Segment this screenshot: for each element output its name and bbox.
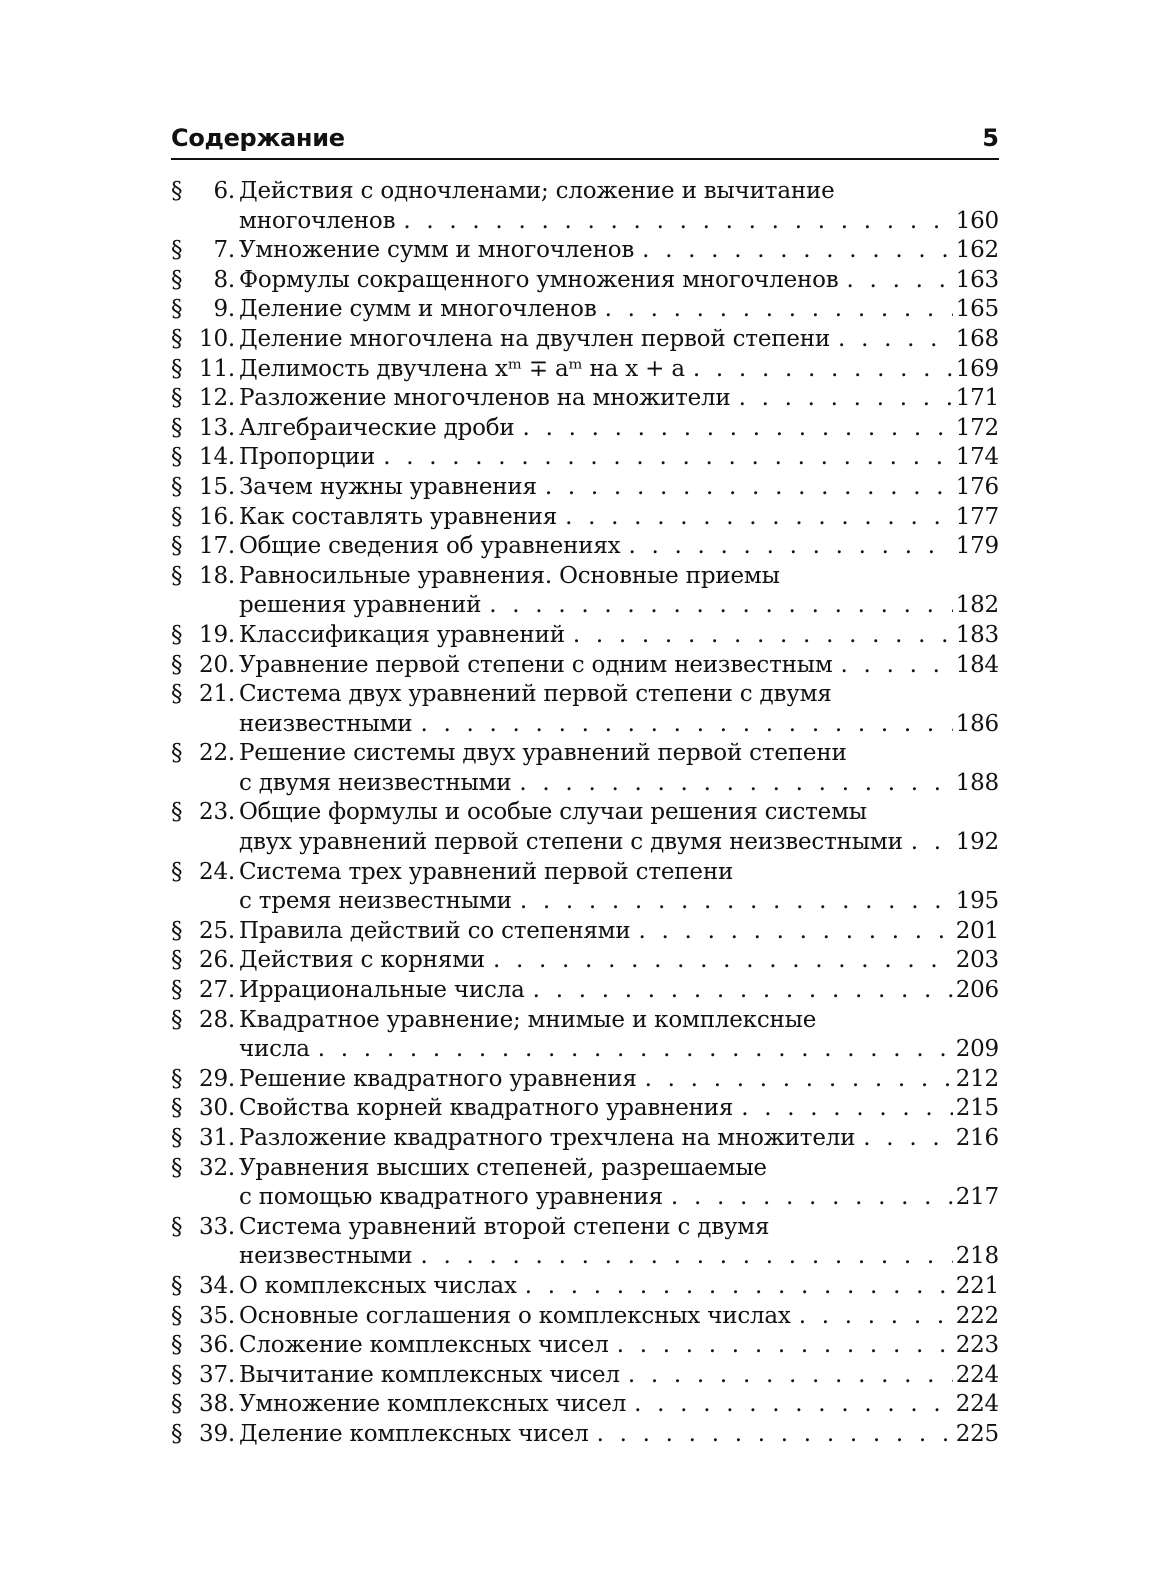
entry-title: Разложение многочленов на множители — [239, 385, 731, 412]
section-symbol: § — [171, 1006, 183, 1033]
section-index: 25. — [199, 917, 235, 944]
dot-leader — [537, 473, 953, 503]
section-symbol: § — [171, 977, 183, 1004]
toc-entry — [171, 295, 999, 325]
section-symbol: § — [171, 503, 183, 530]
entry-title: неизвестными — [239, 710, 413, 737]
entry-title: с двумя неизвестными — [239, 769, 512, 796]
entry-title: Система трех уравнений первой степени — [239, 858, 734, 885]
toc-entry-continuation — [171, 710, 999, 740]
section-index: 7. — [213, 237, 235, 264]
entry-page-number: 174 — [955, 444, 999, 471]
entry-title: Общие формулы и особые случаи решения системы — [239, 799, 867, 826]
toc-entry-continuation — [171, 828, 999, 858]
entry-title: Сложение комплексных чисел — [239, 1332, 609, 1359]
toc-entry — [171, 1420, 999, 1450]
entry-page-number: 165 — [955, 296, 999, 323]
section-index: 9. — [213, 296, 235, 323]
section-symbol: § — [171, 178, 183, 204]
entry-title: Иррациональные числа — [239, 977, 525, 1004]
section-symbol: § — [171, 1125, 183, 1151]
toc-entry — [171, 680, 999, 710]
section-symbol: § — [171, 385, 183, 412]
entry-page-number: 183 — [955, 621, 999, 648]
entry-title: Деление сумм и многочленов — [239, 296, 597, 323]
section-symbol: § — [171, 917, 183, 944]
section-symbol: § — [171, 1154, 183, 1181]
entry-page-number: 188 — [955, 769, 999, 796]
entry-title: Деление комплексных чисел — [239, 1420, 589, 1447]
entry-page-number: 217 — [955, 1184, 999, 1211]
entry-page-number: 216 — [955, 1125, 999, 1151]
toc-entry — [171, 1272, 999, 1302]
section-index: 28. — [199, 1006, 235, 1033]
entry-page-number: 179 — [955, 533, 999, 560]
dot-leader — [634, 236, 953, 266]
dot-leader — [609, 1331, 953, 1361]
entry-page-number: 221 — [955, 1272, 999, 1299]
section-index: 26. — [199, 947, 235, 974]
toc-entry — [171, 1213, 999, 1243]
toc-entry — [171, 1390, 999, 1420]
entry-title: Формулы сокращенного умножения многочленов — [239, 266, 839, 293]
section-symbol: § — [171, 355, 183, 382]
entry-page-number: 192 — [955, 829, 999, 856]
toc-entry — [171, 739, 999, 769]
section-symbol: § — [171, 473, 183, 500]
entry-title: с тремя неизвестными — [239, 888, 512, 915]
dot-leader — [512, 887, 953, 917]
section-symbol: § — [171, 533, 183, 560]
dot-leader — [481, 591, 953, 621]
dot-leader — [685, 355, 953, 385]
page-title: Содержание — [171, 124, 345, 152]
toc-entry — [171, 384, 999, 414]
toc-entry — [171, 1361, 999, 1391]
section-index: 35. — [199, 1302, 235, 1329]
section-index: 31. — [199, 1125, 235, 1151]
toc-entry — [171, 946, 999, 976]
section-symbol: § — [171, 799, 183, 826]
entry-page-number: 212 — [955, 1065, 999, 1092]
entry-page-number: 172 — [955, 414, 999, 441]
section-index: 17. — [199, 533, 235, 560]
entry-title: Вычитание комплексных чисел — [239, 1361, 620, 1388]
section-index: 20. — [199, 651, 235, 678]
toc-entry-continuation — [171, 1035, 999, 1065]
toc-entry — [171, 325, 999, 355]
section-index: 36. — [199, 1332, 235, 1359]
entry-page-number: 224 — [955, 1391, 999, 1418]
entry-page-number: 168 — [955, 325, 999, 352]
entry-title: Основные соглашения о комплексных числах — [239, 1302, 791, 1329]
section-symbol: § — [171, 266, 183, 293]
entry-title: Решение квадратного уравнения — [239, 1065, 637, 1092]
dot-leader — [830, 325, 953, 355]
entry-title: О комплексных числах — [239, 1272, 517, 1299]
entry-title: числа — [239, 1036, 310, 1063]
toc-entry — [171, 355, 999, 385]
toc-entry — [171, 1006, 999, 1036]
section-index: 34. — [199, 1272, 235, 1299]
entry-title: Умножение комплексных чисел — [239, 1391, 627, 1418]
section-index: 33. — [199, 1213, 235, 1240]
entry-title: Общие сведения об уравнениях — [239, 533, 621, 560]
dot-leader — [839, 266, 953, 296]
section-index: 14. — [199, 444, 235, 471]
entry-page-number: 222 — [955, 1302, 999, 1329]
entry-title: Разложение квадратного трехчлена на множители — [239, 1125, 856, 1151]
entry-title: неизвестными — [239, 1243, 413, 1270]
entry-title: Уравнение первой степени с одним неизвестным — [239, 651, 833, 678]
dot-leader — [412, 710, 953, 740]
dot-leader — [589, 1420, 953, 1450]
section-index: 38. — [199, 1391, 235, 1418]
section-index: 13. — [199, 414, 235, 441]
dot-leader — [631, 917, 954, 947]
section-index: 10. — [199, 325, 235, 352]
section-symbol: § — [171, 414, 183, 441]
toc-entry — [171, 1154, 999, 1184]
dot-leader — [565, 621, 953, 651]
dot-leader — [375, 443, 953, 473]
section-symbol: § — [171, 1361, 183, 1388]
entry-title: решения уравнений — [239, 592, 482, 619]
toc-entry — [171, 266, 999, 296]
entry-page-number: 223 — [955, 1332, 999, 1359]
toc-entry — [171, 532, 999, 562]
section-symbol: § — [171, 947, 183, 974]
section-symbol: § — [171, 681, 183, 708]
entry-page-number: 201 — [955, 917, 999, 944]
toc-entry-continuation — [171, 591, 999, 621]
entry-page-number: 160 — [955, 207, 999, 234]
entry-page-number: 186 — [955, 710, 999, 737]
toc-entry-continuation — [171, 207, 999, 237]
entry-page-number: 169 — [955, 355, 999, 382]
toc-entry — [171, 443, 999, 473]
dot-leader — [663, 1183, 953, 1213]
dot-leader — [525, 976, 953, 1006]
dot-leader — [626, 1390, 953, 1420]
toc-entry — [171, 414, 999, 444]
entry-page-number: 195 — [955, 888, 999, 915]
entry-page-number: 182 — [955, 592, 999, 619]
entry-title: Решение системы двух уравнений первой степени — [239, 740, 847, 767]
page-number: 5 — [982, 124, 999, 152]
entry-title: Правила действий со степенями — [239, 917, 631, 944]
section-symbol: § — [171, 562, 183, 589]
dot-leader — [395, 207, 953, 237]
section-index: 23. — [199, 799, 235, 826]
section-index: 8. — [213, 266, 235, 293]
entry-title: Зачем нужны уравнения — [239, 473, 537, 500]
dot-leader — [733, 1094, 953, 1124]
entry-title: Деление многочлена на двучлен первой степени — [239, 325, 831, 352]
entry-page-number: 203 — [955, 947, 999, 974]
section-index: 24. — [199, 858, 235, 885]
entry-title: многочленов — [239, 207, 396, 234]
section-index: 22. — [199, 740, 235, 767]
dot-leader — [517, 1272, 953, 1302]
section-index: 39. — [199, 1420, 235, 1447]
entry-title: Действия с корнями — [239, 947, 485, 974]
entry-title: Делимость двучлена xᵐ ∓ aᵐ на x + a — [239, 355, 685, 382]
toc-entry — [171, 1124, 999, 1154]
toc-entry — [171, 976, 999, 1006]
dot-leader — [597, 295, 953, 325]
section-index: 21. — [199, 681, 235, 708]
dot-leader — [903, 828, 953, 858]
section-index: 29. — [199, 1065, 235, 1092]
section-symbol: § — [171, 325, 183, 352]
entry-page-number: 171 — [955, 385, 999, 412]
dot-leader — [515, 414, 953, 444]
dot-leader — [620, 1361, 953, 1391]
section-index: 37. — [199, 1361, 235, 1388]
toc-entry — [171, 651, 999, 681]
section-symbol: § — [171, 1332, 183, 1359]
section-symbol: § — [171, 621, 183, 648]
entry-title: Умножение сумм и многочленов — [239, 237, 635, 264]
dot-leader — [637, 1065, 953, 1095]
entry-title: Пропорции — [239, 444, 376, 471]
toc-entry — [171, 621, 999, 651]
dot-leader — [511, 769, 953, 799]
entry-title: Система уравнений второй степени с двумя — [239, 1213, 770, 1240]
running-header — [171, 120, 999, 160]
entry-title: Алгебраические дроби — [239, 414, 515, 441]
toc-entry — [171, 562, 999, 592]
section-symbol: § — [171, 1420, 183, 1447]
section-index: 18. — [199, 562, 235, 589]
section-symbol: § — [171, 237, 183, 264]
entry-title: Как составлять уравнения — [239, 503, 558, 530]
dot-leader — [731, 384, 953, 414]
section-index: 19. — [199, 621, 235, 648]
section-symbol: § — [171, 1302, 183, 1329]
toc-entry — [171, 1094, 999, 1124]
toc-entry-continuation — [171, 887, 999, 917]
entry-title: Классификация уравнений — [239, 621, 565, 648]
entry-title: Свойства корней квадратного уравнения — [239, 1095, 734, 1122]
entry-page-number: 184 — [955, 651, 999, 678]
toc-entry — [171, 236, 999, 266]
section-index: 16. — [199, 503, 235, 530]
table-of-contents — [171, 177, 999, 1450]
entry-page-number: 206 — [955, 977, 999, 1004]
section-index: 15. — [199, 473, 235, 500]
toc-entry — [171, 1302, 999, 1332]
section-symbol: § — [171, 858, 183, 885]
dot-leader — [310, 1035, 953, 1065]
section-index: 12. — [199, 385, 235, 412]
section-symbol: § — [171, 1213, 183, 1240]
dot-leader — [485, 946, 953, 976]
dot-leader — [620, 532, 953, 562]
section-symbol: § — [171, 444, 183, 471]
entry-title: Уравнения высших степеней, разрешаемые — [239, 1154, 767, 1181]
toc-entry-continuation — [171, 1242, 999, 1272]
entry-title: с помощью квадратного уравнения — [239, 1184, 663, 1211]
toc-entry-continuation — [171, 769, 999, 799]
toc-entry — [171, 177, 999, 207]
section-index: 11. — [199, 355, 235, 382]
entry-title: Действия с одночленами; сложение и вычитание — [239, 178, 835, 204]
entry-page-number: 215 — [955, 1095, 999, 1122]
section-index: 27. — [199, 977, 235, 1004]
entry-page-number: 176 — [955, 473, 999, 500]
section-symbol: § — [171, 1272, 183, 1299]
toc-entry — [171, 917, 999, 947]
toc-entry — [171, 473, 999, 503]
dot-leader — [557, 503, 953, 533]
section-index: 32. — [199, 1154, 235, 1181]
section-symbol: § — [171, 296, 183, 323]
entry-page-number: 177 — [955, 503, 999, 530]
entry-page-number: 163 — [955, 266, 999, 293]
toc-entry — [171, 858, 999, 888]
dot-leader — [412, 1242, 953, 1272]
entry-title: Квадратное уравнение; мнимые и комплексные — [239, 1006, 817, 1033]
entry-title: Система двух уравнений первой степени с двумя — [239, 681, 832, 708]
toc-entry — [171, 503, 999, 533]
section-symbol: § — [171, 1065, 183, 1092]
entry-title: двух уравнений первой степени с двумя неизвестными — [239, 829, 903, 856]
section-index: 30. — [199, 1095, 235, 1122]
dot-leader — [833, 651, 953, 681]
dot-leader — [855, 1124, 953, 1154]
section-symbol: § — [171, 740, 183, 767]
section-index: 6. — [213, 178, 235, 204]
entry-page-number: 209 — [955, 1036, 999, 1063]
entry-page-number: 162 — [955, 237, 999, 264]
dot-leader — [791, 1302, 953, 1332]
section-symbol: § — [171, 1391, 183, 1418]
section-symbol: § — [171, 1095, 183, 1122]
entry-page-number: 218 — [955, 1243, 999, 1270]
toc-entry-continuation — [171, 1183, 999, 1213]
entry-page-number: 224 — [955, 1361, 999, 1388]
toc-entry — [171, 1065, 999, 1095]
entry-page-number: 225 — [955, 1420, 999, 1447]
toc-entry — [171, 798, 999, 828]
toc-entry — [171, 1331, 999, 1361]
entry-title: Равносильные уравнения. Основные приемы — [239, 562, 780, 589]
toc-page — [171, 120, 999, 1450]
section-symbol: § — [171, 651, 183, 678]
